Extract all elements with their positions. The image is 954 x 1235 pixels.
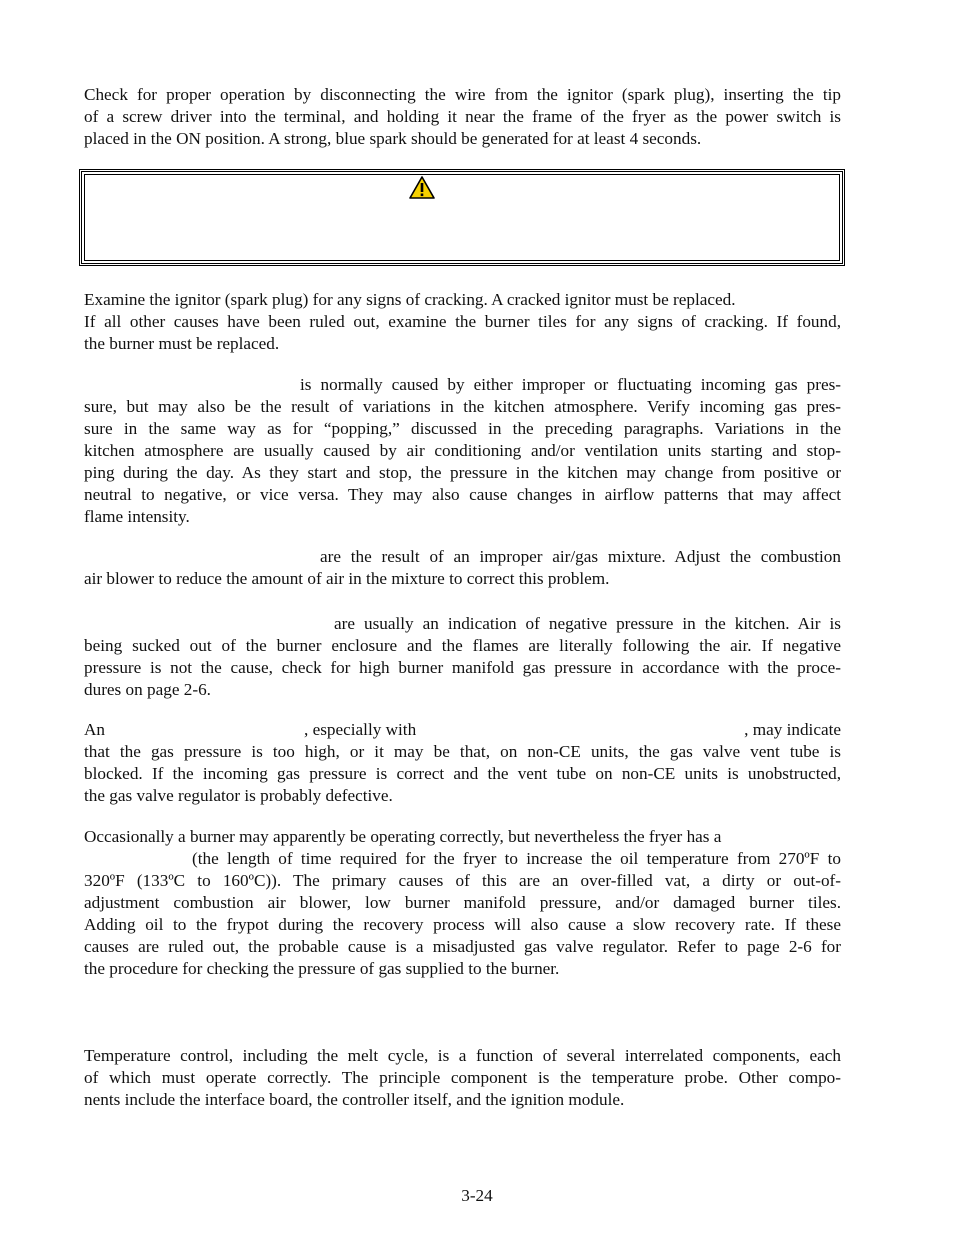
text-line: dures on page 2-6.: [84, 680, 211, 699]
text-line: the gas valve regulator is probably defective.: [84, 786, 393, 805]
text-line: flame intensity.: [84, 507, 190, 526]
text-line: air blower to reduce the amount of air in the mixture to correct this problem.: [84, 569, 610, 588]
text-line: causes are ruled out, the probable cause is a misadjusted gas valve regulator. Refer to page 2-6 for: [84, 937, 841, 956]
paragraph-flame-variation: [84, 374, 841, 550]
text-line: the procedure for checking the pressure of gas supplied to the burner.: [84, 959, 560, 978]
page-number: 3-24: [461, 1186, 493, 1205]
warning-triangle-icon: [408, 175, 436, 200]
paragraph-temperature-control: [84, 1045, 841, 1133]
text-line: blocked. If the incoming gas pressure is correct and the vent tube on non-CE units is unobstructed,: [84, 764, 841, 783]
text-line: Occasionally a burner may apparently be operating correctly, but nevertheless the fryer has a: [84, 827, 722, 846]
text-line: sure, but may also be the result of variations in the kitchen atmosphere. Verify incoming gas pres-: [84, 397, 841, 416]
text-line: nents include the interface board, the controller itself, and the ignition module.: [84, 1090, 625, 1109]
text-line: are usually an indication of negative pressure in the kitchen. Air is: [334, 614, 841, 633]
text-line: sure in the same way as for “popping,” discussed in the preceding paragraphs. Variations in the: [84, 419, 841, 438]
text-line: is normally caused by either improper or fluctuating incoming gas pres-: [300, 375, 841, 394]
text-fragment: An: [84, 720, 106, 739]
paragraph-ignitor-check: [84, 289, 841, 377]
text-fragment: , may indicate: [744, 720, 841, 739]
text-line: pressure is not the cause, check for high burner manifold gas pressure in accordance with the proce-: [84, 658, 841, 677]
text-line: adjustment combustion air blower, low burner manifold pressure, and/or damaged burner tiles.: [84, 893, 841, 912]
text-line: 320ºF (133ºC to 160ºC)). The primary causes of this are an over-filled vat, a dirty or out-of-: [84, 871, 841, 890]
text-line: being sucked out of the burner enclosure and the flames are literally following the air. If negative: [84, 636, 841, 655]
text-line: kitchen atmosphere are usually caused by air conditioning and/or ventilation units starting and stop-: [84, 441, 841, 460]
text-line: Adding oil to the frypot during the recovery process will also cause a slow recovery rate. If these: [84, 915, 841, 934]
text-line: of which must operate correctly. The principle component is the temperature probe. Other compo-: [84, 1068, 841, 1087]
text-fragment: , especially with: [304, 720, 417, 739]
paragraph-gas-pressure-high: [84, 719, 841, 829]
paragraph-slow-recovery: [84, 826, 841, 1002]
text-line: If all other causes have been ruled out, examine the burner tiles for any signs of cracking. If found,: [84, 312, 841, 331]
text-line: are the result of an improper air/gas mixture. Adjust the combustion: [320, 547, 841, 566]
text-line: (the length of time required for the fryer to increase the oil temperature from 270ºF to: [192, 849, 841, 868]
paragraph-air-gas-mixture: [84, 546, 841, 612]
text-line: placed in the ON position. A strong, blue spark should be generated for at least 4 seconds.: [84, 129, 702, 148]
text-line: Temperature control, including the melt cycle, is a function of several interrelated components, each: [84, 1046, 841, 1065]
text-line: neutral to negative, or vice versa. They may also cause changes in airflow patterns that may affect: [84, 485, 841, 504]
text-line: ping during the day. As they start and stop, the pressure in the kitchen may change from positive or: [84, 463, 841, 482]
text-line: [84, 719, 841, 741]
paragraph-negative-pressure: [84, 613, 841, 723]
text-line: that the gas pressure is too high, or it may be that, on non-CE units, the gas valve vent tube is: [84, 742, 841, 761]
warning-box: [79, 169, 845, 266]
paragraph-spark-check: [84, 84, 841, 172]
text-line: Examine the ignitor (spark plug) for any signs of cracking. A cracked ignitor must be replaced.: [84, 290, 736, 309]
text-line: Check for proper operation by disconnecting the wire from the ignitor (spark plug), inserting the tip: [84, 85, 841, 104]
text-line: of a screw driver into the terminal, and holding it near the frame of the fryer as the power switch is: [84, 107, 841, 126]
text-line: the burner must be replaced.: [84, 334, 280, 353]
warning-box-inner-border: [84, 174, 840, 261]
